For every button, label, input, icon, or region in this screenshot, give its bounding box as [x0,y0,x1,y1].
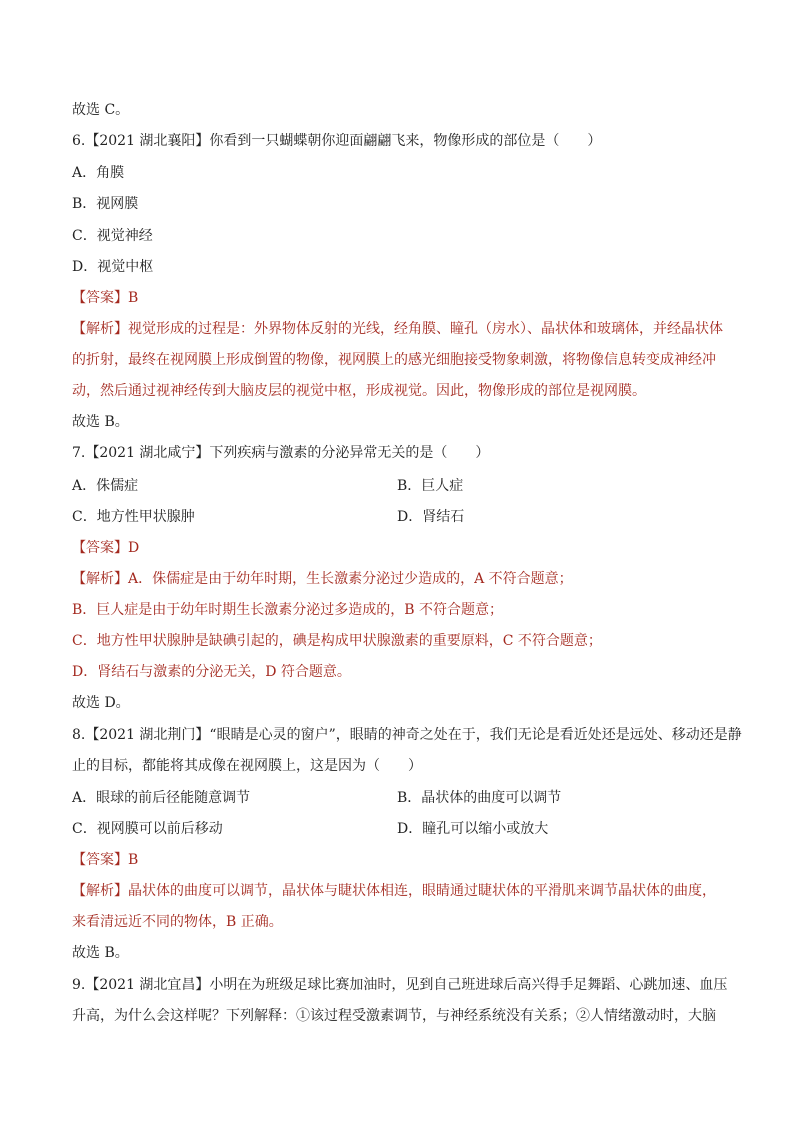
q6-conclusion: 故选 B。 [72,414,129,430]
answer-tag: 【答案】 [72,852,128,868]
q6-answer [72,288,138,308]
q7-option-b: B．巨人症 [397,478,464,494]
q7-analysis-line-1: 【解析】A．侏儒症是由于幼年时期，生长激素分泌过少造成的，A 不符合题意； [72,571,573,587]
q8-answer [72,850,138,870]
q7-answer [72,538,139,558]
q7-analysis-line-3: C．地方性甲状腺肿是缺碘引起的，碘是构成甲状腺激素的重要原料，C 不符合题意； [72,633,602,649]
q6-option-a: A．角膜 [72,165,125,181]
q6-option-d: D．视觉中枢 [72,259,154,275]
q7-conclusion: 故选 D。 [72,695,130,711]
q7-option-a: A．侏儒症 [72,478,139,494]
q6-analysis-line-1: 【解析】视觉形成的过程是：外界物体反射的光线，经角膜、瞳孔（房水）、晶状体和玻璃体，并经晶状体 [72,321,723,337]
answer-value: B [128,852,139,868]
q8-analysis-line-1: 【解析】晶状体的曲度可以调节，晶状体与睫状体相连，眼睛通过睫状体的平滑肌来调节晶状体的曲度， [72,883,716,899]
answer-tag: 【答案】 [72,540,128,556]
q8-option-d: D．瞳孔可以缩小或放大 [397,821,549,837]
q6-analysis-line-2: 的折射，最终在视网膜上形成倒置的物像，视网膜上的感光细胞接受物象刺激，将物像信息转变成神经冲 [72,352,716,368]
answer-value: D [128,540,140,556]
q8-analysis-line-2: 来看清远近不同的物体，B 正确。 [72,914,283,930]
q8-option-a: A．眼球的前后径能随意调节 [72,790,251,806]
q7-option-c: C．地方性甲状腺肿 [72,509,195,525]
q9-stem-line-1: 9.【2021 湖北宜昌】小明在为班级足球比赛加油时，见到自己班进球后高兴得手足舞蹈、心跳加速、血压 [72,977,728,993]
q7-stem: 7.【2021 湖北咸宁】下列疾病与激素的分泌异常无关的是（ ） [72,445,490,461]
analysis-tag: 【解析】 [72,883,128,899]
q8-conclusion: 故选 B。 [72,945,129,961]
q6-analysis-line-3: 动，然后通过视神经传到大脑皮层的视觉中枢，形成视觉。因此，物像形成的部位是视网膜。 [72,383,646,399]
prev-conclusion: 故选 C。 [72,102,130,118]
q8-option-b: B．晶状体的曲度可以调节 [397,790,562,806]
analysis-tag: 【解析】 [72,321,128,337]
q8-stem-line-1: 8.【2021 湖北荆门】“眼睛是心灵的窗户”，眼睛的神奇之处在于，我们无论是看近处还是远处、移动还是静 [72,727,742,743]
q6-option-c: C．视觉神经 [72,228,153,244]
analysis-tag: 【解析】 [72,571,128,587]
q6-option-b: B．视网膜 [72,196,139,212]
q8-stem-line-2: 止的目标，都能将其成像在视网膜上，这是因为（ ） [72,758,422,774]
q8-option-c: C．视网膜可以前后移动 [72,821,223,837]
q6-stem: 6.【2021 湖北襄阳】你看到一只蝴蝶朝你迎面翩翩飞来，物像形成的部位是（ ） [72,133,602,149]
q7-analysis-line-2: B．巨人症是由于幼年时期生长激素分泌过多造成的，B 不符合题意； [72,602,504,618]
q9-stem-line-2: 升高，为什么会这样呢？下列解释：①该过程受激素调节，与神经系统没有关系；②人情绪激动时，大脑 [72,1008,716,1024]
q7-option-d: D．肾结石 [397,509,465,525]
answer-tag: 【答案】 [72,290,128,306]
answer-value: B [128,290,139,306]
q7-analysis-line-4: D．肾结石与激素的分泌无关，D 符合题意。 [72,664,351,680]
